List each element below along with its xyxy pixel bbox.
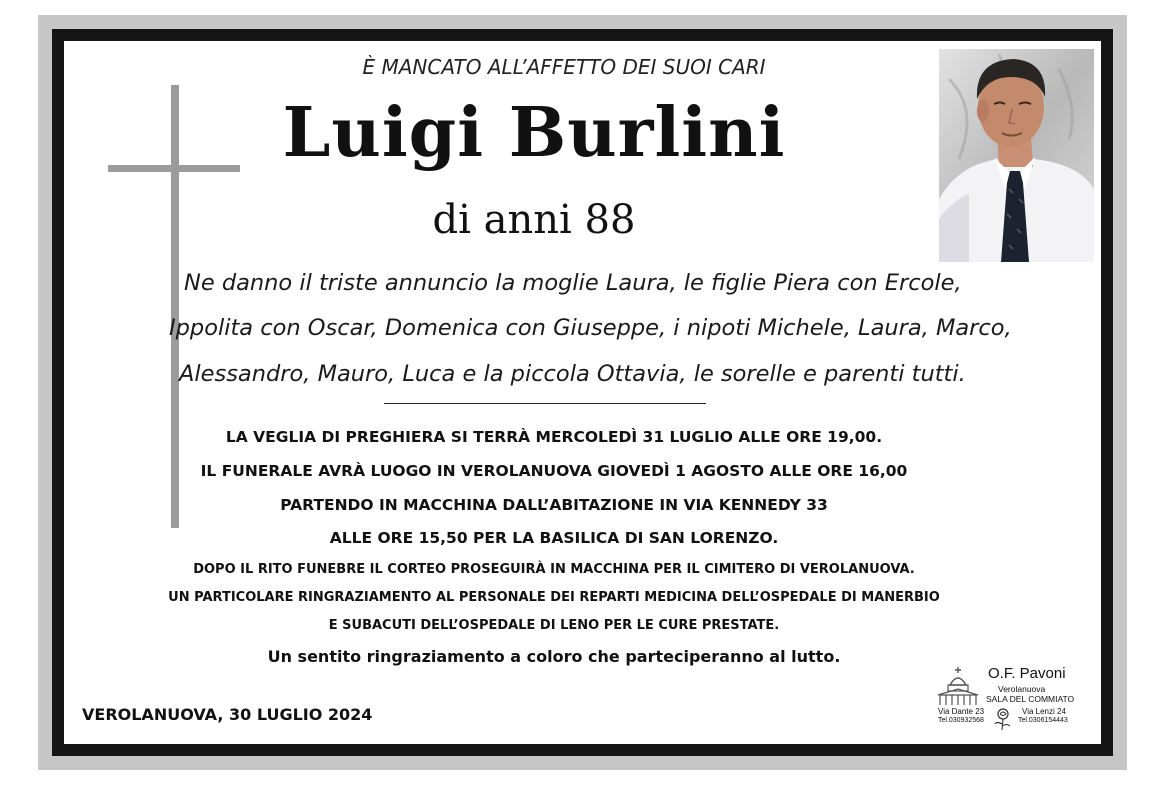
rose-icon — [992, 707, 1014, 731]
obituary-notice — [64, 41, 1101, 744]
ceremony-small-line-3: E SUBACUTI DELL’OSPEDALE DI LENO PER LE CURE PRESTATE. — [328, 618, 780, 633]
basilica-icon — [936, 665, 980, 707]
ceremony-line-4: ALLE ORE 15,50 PER LA BASILICA DI SAN LORENZO. — [329, 529, 779, 547]
ceremony-line-2: IL FUNERALE AVRÀ LUOGO IN VEROLANUOVA GIOVEDÌ 1 AGOSTO ALLE ORE 16,00 — [200, 462, 908, 480]
phone-right: Tel.0306154443 — [1018, 717, 1068, 724]
thanks-line: Un sentito ringraziamento a coloro che parteciperanno al lutto. — [267, 647, 841, 666]
address-right: Via Lenzi 24 — [1022, 707, 1066, 716]
funeral-home-town: Verolanuova — [998, 684, 1046, 694]
portrait-photo — [939, 49, 1094, 262]
cross-icon-bar — [108, 165, 240, 172]
announcement-line-3: Alessandro, Mauro, Luca e la piccola Ottavia, le sorelle e parenti tutti. — [179, 361, 966, 387]
ceremony-small-line-2: UN PARTICOLARE RINGRAZIAMENTO AL PERSONALE DEI REPARTI MEDICINA DELL’OSPEDALE DI MANERBIO — [168, 590, 940, 605]
ceremony-line-1: LA VEGLIA DI PREGHIERA SI TERRÀ MERCOLEDÌ 31 LUGLIO ALLE ORE 19,00. — [225, 428, 883, 446]
divider-line — [384, 403, 706, 404]
funeral-home-name: O.F. Pavoni — [988, 665, 1066, 682]
cross-icon — [171, 85, 179, 528]
ceremony-small-line-1: DOPO IL RITO FUNEBRE IL CORTEO PROSEGUIRÀ IN MACCHINA PER IL CIMITERO DI VEROLANUOVA. — [193, 562, 915, 577]
ceremony-line-3: PARTENDO IN MACCHINA DALL’ABITAZIONE IN VIA KENNEDY 33 — [280, 496, 828, 514]
place-date: VEROLANUOVA, 30 LUGLIO 2024 — [82, 705, 373, 724]
phone-left: Tel.030932568 — [938, 717, 984, 724]
deceased-age: di anni 88 — [432, 197, 636, 243]
announcement-line-1: Ne danno il triste annuncio la moglie Laura, le figlie Piera con Ercole, — [184, 270, 962, 296]
intro-line: È MANCATO ALL’AFFETTO DEI SUOI CARI — [362, 55, 766, 79]
funeral-home-logo — [936, 661, 1086, 737]
deceased-name: Luigi Burlini — [282, 93, 786, 173]
address-left: Via Dante 23 — [938, 707, 985, 716]
announcement-line-2: Ippolita con Oscar, Domenica con Giuseppe, i nipoti Michele, Laura, Marco, — [169, 315, 1012, 341]
portrait-drawing — [939, 49, 1094, 262]
funeral-home-hall: SALA DEL COMMIATO — [986, 694, 1075, 704]
